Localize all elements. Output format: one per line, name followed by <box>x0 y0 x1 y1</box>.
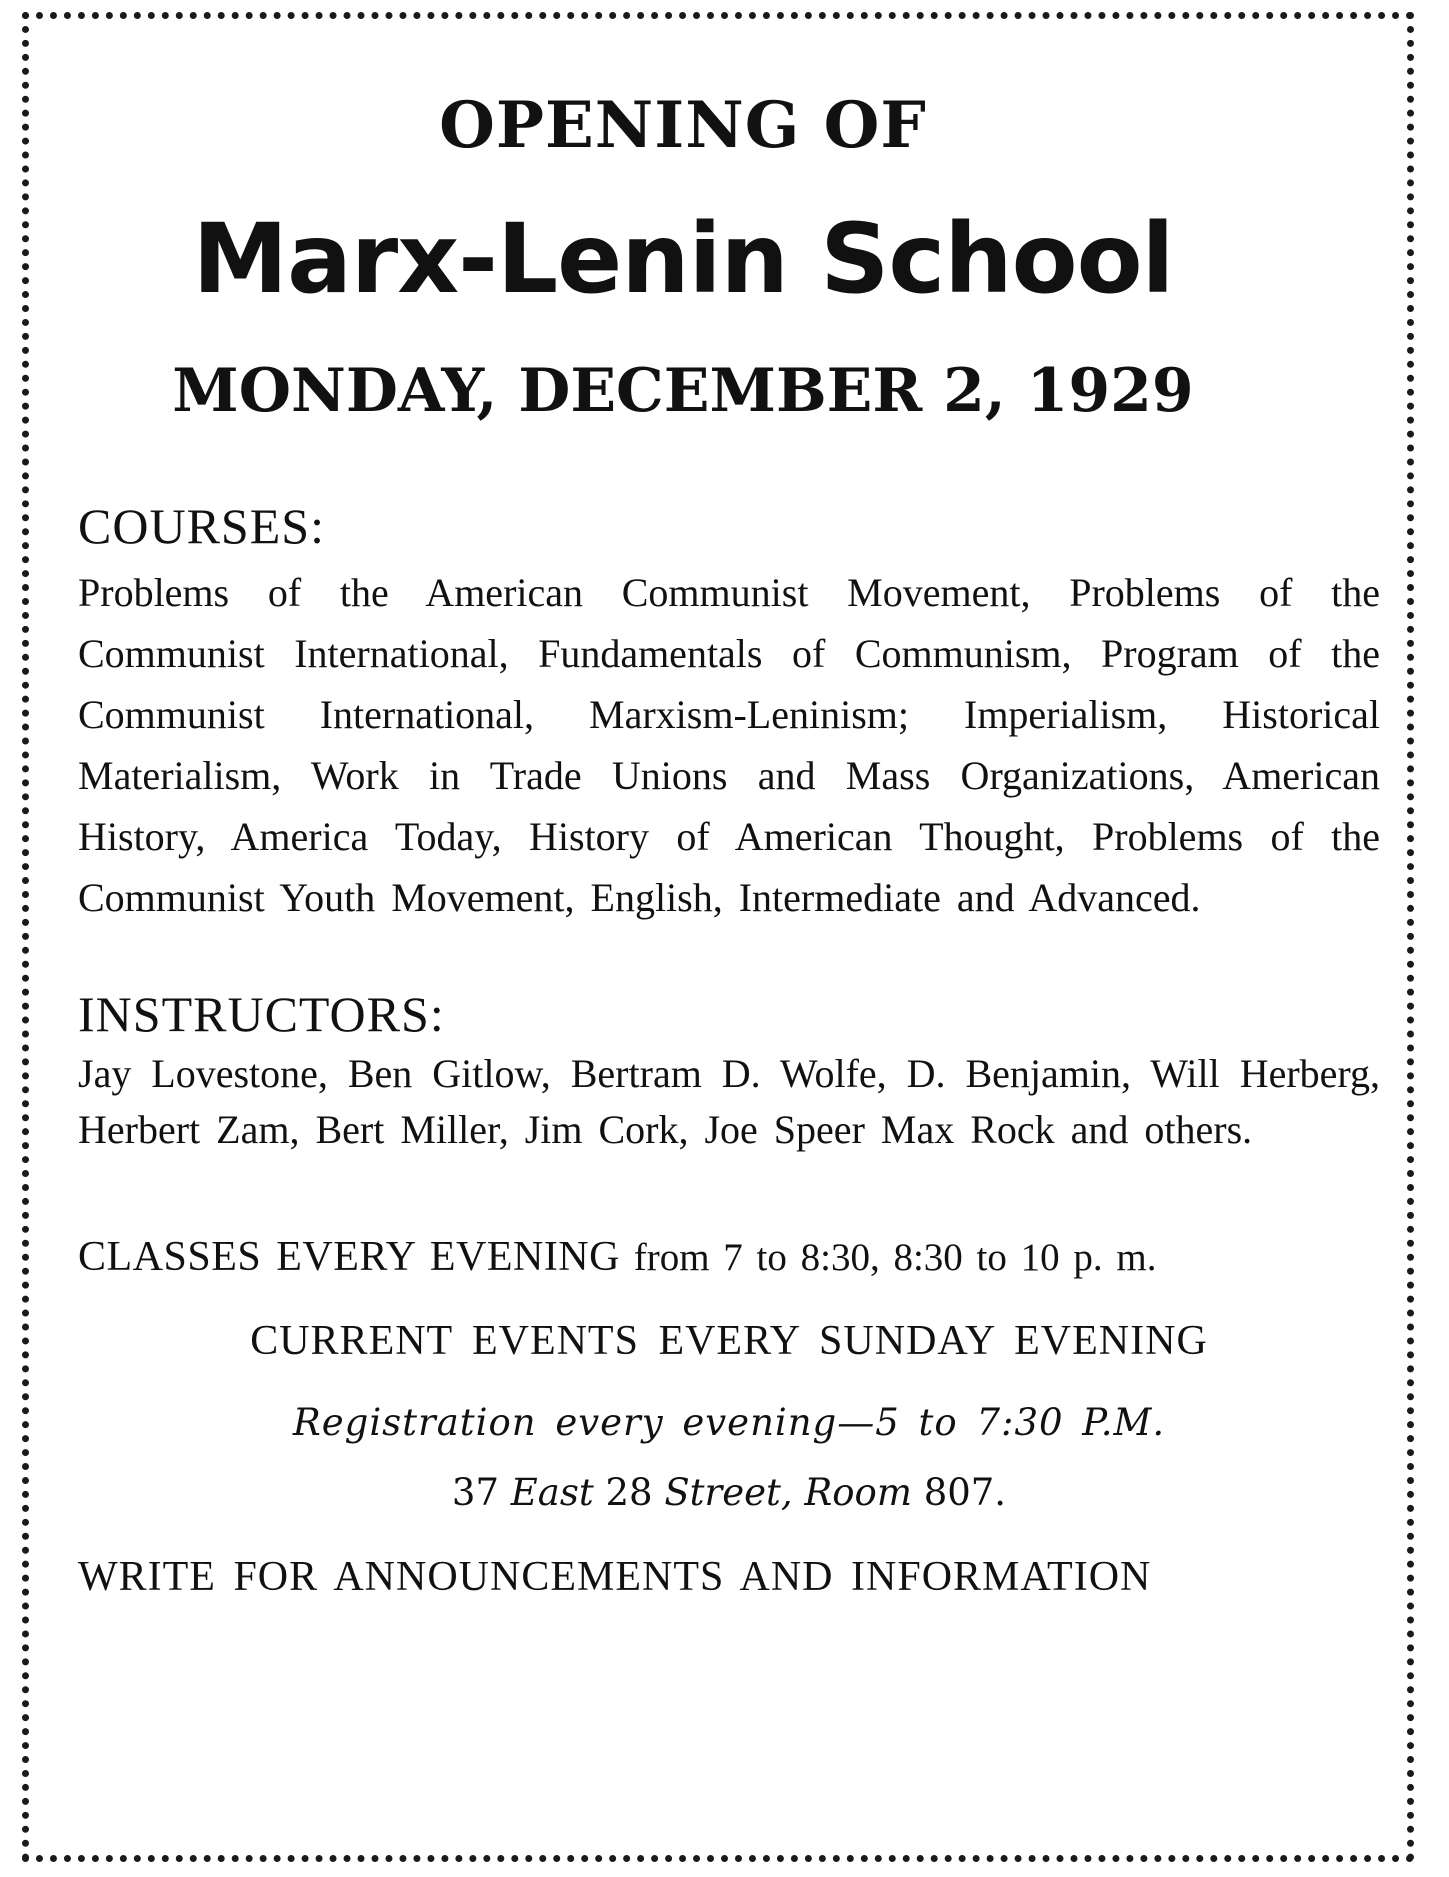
announcement-content <box>78 86 1378 1605</box>
write-for-info: WRITE FOR ANNOUNCEMENTS AND INFORMATION <box>78 1554 1152 1600</box>
school-name: Marx-Lenin School <box>192 203 1174 315</box>
opening-heading: OPENING OF <box>439 88 927 163</box>
opening-date: MONDAY, DECEMBER 2, 1929 <box>172 356 1194 426</box>
instructors-heading: INSTRUCTORS: <box>78 986 445 1042</box>
courses-list: Problems of the American Communist Movement, Problems of the Communist International, Fundamentals of Communism, Program of the Communist International, Marxism-Leninism; Imperialism, Historical Materialism, Work in Trade Unions and Mass Organizations, American History, America Today, History of American Thought, Problems of the Communist Youth Movement, English, Intermediate and Advanced. <box>78 570 1380 920</box>
address-number: 37 <box>451 1471 499 1514</box>
address-number2: 28 <box>605 1471 653 1514</box>
instructors-list: Jay Lovestone, Ben Gitlow, Bertram D. Wolfe, D. Benjamin, Will Herberg, Herbert Zam, Bert Miller, Jim Cork, Joe Speer Max Rock and others. <box>78 1051 1380 1152</box>
classes-times: from 7 to 8:30, 8:30 to 10 p. m. <box>633 1236 1157 1279</box>
address-street: East <box>510 1471 594 1514</box>
classes-caps: CLASSES EVERY EVENING <box>78 1234 620 1280</box>
classes-schedule <box>78 1230 1380 1285</box>
address-street2: Street, Room <box>664 1471 912 1514</box>
address <box>78 1465 1380 1521</box>
courses-heading: COURSES: <box>78 498 325 554</box>
registration-hours: Registration every evening—5 to 7:30 P.M. <box>292 1401 1166 1444</box>
address-room: 807. <box>923 1471 1007 1514</box>
current-events: CURRENT EVENTS EVERY SUNDAY EVENING <box>250 1318 1208 1364</box>
